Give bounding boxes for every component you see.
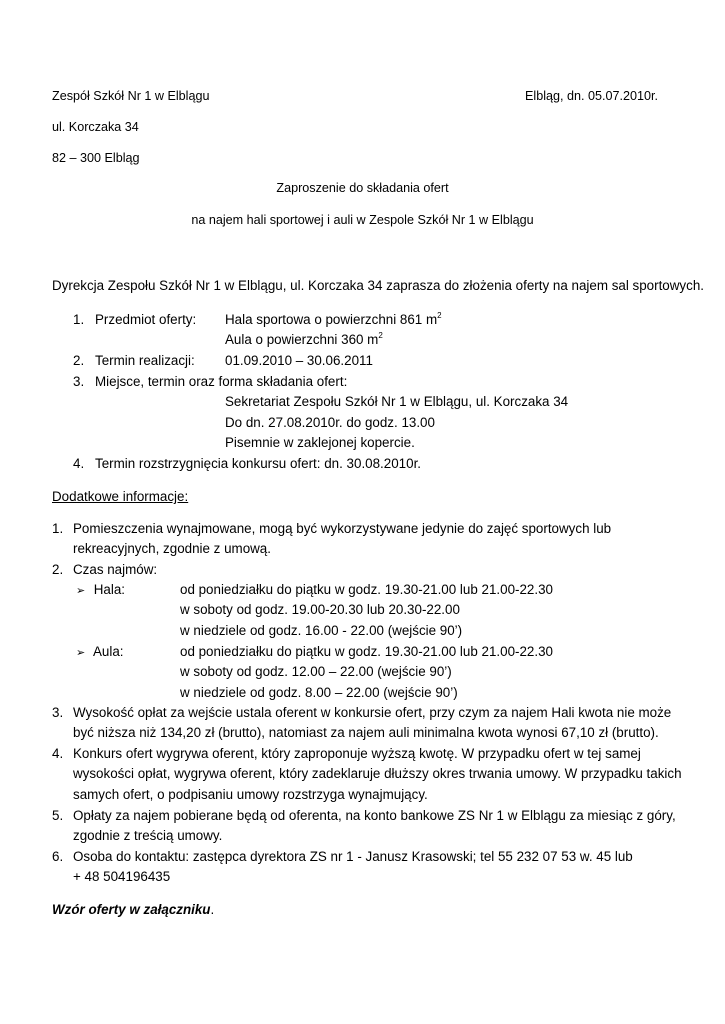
- attachment-note-text: Wzór oferty w załączniku: [52, 902, 211, 917]
- aula-label: Aula:: [92, 644, 124, 659]
- item-1-value-hala: [225, 310, 442, 330]
- hala-schedule-1: od poniedziałku do piątku w godz. 19.30-21.00 lub 21.00-22.30: [180, 582, 553, 597]
- item-3-label: Miejsce, termin oraz forma składania ofert:: [95, 374, 348, 389]
- attachment-note-period: .: [210, 902, 215, 917]
- add-item-3-number: 3.: [52, 705, 64, 720]
- title-line-2: na najem hali sportowej i auli w Zespole Szkół Nr 1 w Elblągu: [191, 213, 534, 227]
- hala-bullet: [76, 580, 125, 601]
- item-3-value-2: Do dn. 27.08.2010r. do godz. 13.00: [225, 415, 435, 430]
- item-2-number: 2.: [73, 353, 85, 368]
- item-1-value-aula: [225, 330, 383, 350]
- arrow-bullet-icon: ➢: [76, 585, 86, 597]
- item-1-number: 1.: [73, 312, 85, 327]
- street-address: ul. Korczaka 34: [52, 120, 139, 134]
- add-item-2-text: Czas najmów:: [73, 562, 158, 577]
- add-item-1-line-1: Pomieszczenia wynajmowane, mogą być wykorzystywane jedynie do zajęć sportowych lub: [73, 521, 612, 536]
- arrow-bullet-icon: ➢: [76, 647, 86, 659]
- add-item-4-line-3: samych ofert, o podpisaniu umowy rozstrzyga wynajmujący.: [73, 787, 428, 802]
- add-item-5-line-2: zgodnie z treścią umowy.: [73, 828, 223, 843]
- item-3-value-1: Sekretariat Zespołu Szkół Nr 1 w Elblągu, ul. Korczaka 34: [225, 394, 569, 409]
- superscript-2: 2: [378, 331, 383, 340]
- item-1-value-hala-text: Hala sportowa o powierzchni 861 m: [225, 312, 438, 327]
- school-name: Zespół Szkół Nr 1 w Elblągu: [52, 89, 210, 103]
- item-2-label: Termin realizacji:: [95, 353, 195, 368]
- add-item-4-line-1: Konkurs ofert wygrywa oferent, który zaproponuje wyższą kwotę. W przypadku ofert w tej samej: [73, 746, 641, 761]
- add-item-1-line-2: rekreacyjnych, zgodnie z umową.: [73, 541, 271, 556]
- add-item-5-line-1: Opłaty za najem pobierane będą od oferenta, na konto bankowe ZS Nr 1 w Elblągu za miesiąc z góry,: [73, 808, 676, 823]
- intro-paragraph: Dyrekcja Zespołu Szkół Nr 1 w Elblągu, ul. Korczaka 34 zaprasza do złożenia oferty na najem sal sportowych.: [52, 278, 704, 293]
- add-item-1-number: 1.: [52, 521, 64, 536]
- add-item-6-number: 6.: [52, 849, 64, 864]
- item-4-text: Termin rozstrzygnięcia konkursu ofert: dn. 30.08.2010r.: [95, 456, 422, 471]
- attachment-note: [52, 900, 214, 920]
- add-item-4-line-2: wysokości opłat, wygrywa oferent, który zadeklaruje dłuższy okres trwania umowy. W przypadku takich: [73, 766, 682, 781]
- add-item-3-line-1: Wysokość opłat za wejście ustala oferent w konkursie ofert, przy czym za najem Hali kwota nie może: [73, 705, 672, 720]
- add-item-6-phone: + 48 504196435: [73, 869, 171, 884]
- aula-schedule-2: w soboty od godz. 12.00 – 22.00 (wejście 90’): [180, 664, 452, 679]
- aula-bullet: [76, 642, 124, 663]
- item-3-number: 3.: [73, 374, 85, 389]
- item-3-value-3: Pisemnie w zaklejonej kopercie.: [225, 435, 415, 450]
- title-line-1: Zaproszenie do składania ofert: [276, 181, 449, 195]
- hala-label: Hala:: [93, 582, 125, 597]
- additional-info-heading: Dodatkowe informacje:: [52, 489, 189, 504]
- add-item-6-line-1: Osoba do kontaktu: zastępca dyrektora ZS nr 1 - Janusz Krasowski; tel 55 232 07 53 w. 45 lub: [73, 849, 633, 864]
- hala-schedule-3: w niedziele od godz. 16.00 - 22.00 (wejście 90’): [180, 623, 463, 638]
- add-item-5-number: 5.: [52, 808, 64, 823]
- item-1-value-aula-text: Aula o powierzchni 360 m: [225, 332, 379, 347]
- item-4-number: 4.: [73, 456, 85, 471]
- superscript-2: 2: [437, 311, 442, 320]
- aula-schedule-1: od poniedziałku do piątku w godz. 19.30-21.00 lub 21.00-22.30: [180, 644, 553, 659]
- postal-city: 82 – 300 Elbląg: [52, 151, 140, 165]
- item-2-value: 01.09.2010 – 30.06.2011: [225, 353, 373, 368]
- date-line: Elbląg, dn. 05.07.2010r.: [525, 89, 659, 103]
- hala-schedule-2: w soboty od godz. 19.00-20.30 lub 20.30-22.00: [180, 602, 460, 617]
- add-item-2-number: 2.: [52, 562, 64, 577]
- add-item-4-number: 4.: [52, 746, 64, 761]
- add-item-3-line-2: być niższa niż 134,20 zł (brutto), natomiast za najem auli minimalna kwota wynosi 67,10 zł (brutto).: [73, 725, 659, 740]
- aula-schedule-3: w niedziele od godz. 8.00 – 22.00 (wejście 90’): [180, 685, 458, 700]
- item-1-label: Przedmiot oferty:: [95, 312, 197, 327]
